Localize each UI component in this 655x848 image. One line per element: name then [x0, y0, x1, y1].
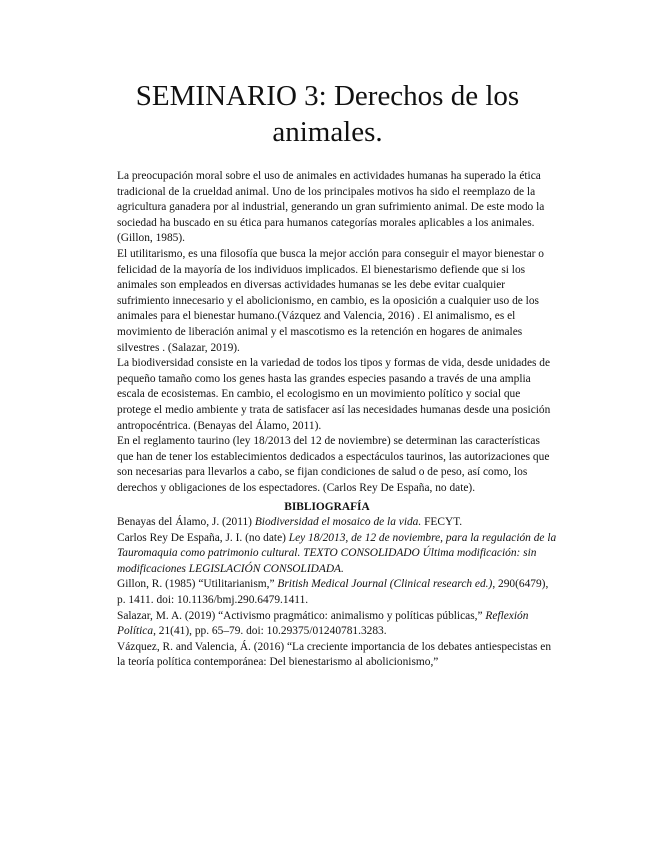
bibliography-entry: Salazar, M. A. (2019) “Activismo pragmático: animalismo y políticas públicas,” Reflexión Política, 21(41), pp. 65–79. doi: 10.29375/01240781.3283.: [117, 609, 529, 638]
bibliography-entry: Gillon, R. (1985) “Utilitarianism,” British Medical Journal (Clinical research ed.), 290(6479), p. 1411. doi: 10.1136/bmj.290.6479.1411.: [117, 578, 549, 606]
bibliography-list: [117, 515, 557, 671]
paragraph-biodiversity: La biodiversidad consiste en la variedad de todos los tipos y formas de vida, desde unidades de pequeño tamaño como los genes hasta las grandes especies pasando a través de una amplia escala de ecosistemas. En cambio, el ecologismo en un movimiento político y social que protege el medio ambiente y trata de satisfacer así las necesidades humanas desde una posición antropocéntrica. (Benayas del Álamo, 2011).: [117, 357, 551, 432]
bibliography-entry: Vázquez, R. and Valencia, Á. (2016) “La creciente importancia de los debates antiespecistas en la teoría política contemporánea: Del bienestarismo al abolicionismo,”: [117, 640, 552, 669]
body-text: [117, 169, 557, 496]
bibliography-entry: Carlos Rey De España, J. I. (no date) Ley 18/2013, de 12 de noviembre, para la regulación de la Tauromaquia como patrimonio cultural. TEXTO CONSOLIDADO Última modificación: sin modificaciones LEGISLACIÓN CONSOLIDADA.: [117, 531, 557, 575]
page-title: SEMINARIO 3: Derechos de los animales.: [135, 80, 520, 148]
bibliography-heading: BIBLIOGRAFÍA: [284, 501, 370, 513]
paragraph-moral-concern: La preocupación moral sobre el uso de animales en actividades humanas ha superado la ética tradicional de la crueldad animal. Uno de los principales motivos ha sido el reemplazo de la agricultura ganadera por al industrial, generando un gran sufrimiento animal. De este modo la sociedad ha buscado en su ética para humanos categorías morales aplicables a los animales. (Gillon, 1985).: [117, 170, 545, 245]
paragraph-utilitarianism: El utilitarismo, es una filosofía que busca la mejor acción para conseguir el mayor bienestar o felicidad de la mayoría de los individuos implicados. El bienestarismo defiende que si los animales son empleados en diversas actividades humanas se les debe evitar cualquier sufrimiento innecesario y el abolicionismo, en cambio, es la oposición a cualquier uso de los animales para el bienestar humano.(Vázquez and Valencia, 2016) . El animalismo, es el movimiento de liberación animal y el mascotismo es la retención en hogares de animales silvestres . (Salazar, 2019).: [117, 247, 545, 354]
paragraph-bullfighting-regulation: En el reglamento taurino (ley 18/2013 del 12 de noviembre) se determinan las características que han de tener los establecimientos dedicados a espectáculos taurinos, las autorizaciones que son necesarias para llevarlos a cabo, se fijan condiciones de salud o de peso, así como, los derechos y obligaciones de los espectadores. (Carlos Rey De España, no date).: [117, 435, 550, 494]
bibliography-entry: Benayas del Álamo, J. (2011) Biodiversidad el mosaico de la vida. FECYT.: [117, 516, 463, 528]
